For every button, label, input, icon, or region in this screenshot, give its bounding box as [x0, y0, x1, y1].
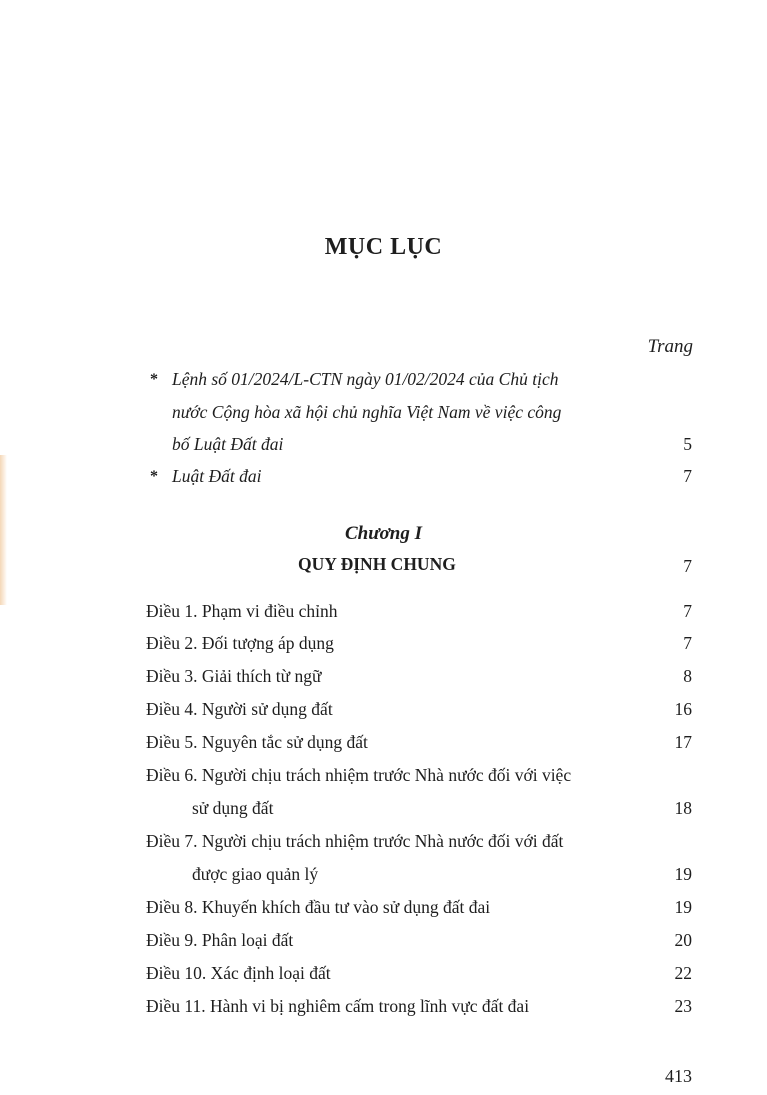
toc-article: Điều 5. Nguyên tắc sử dụng đất — [146, 732, 368, 752]
toc-page-number: 17 — [674, 732, 692, 752]
toc-page-number: 19 — [674, 897, 692, 917]
toc-article: Điều 11. Hành vi bị nghiêm cấm trong lĩnh vực đất đai — [146, 996, 530, 1016]
toc-entry-line: bố Luật Đất đai — [172, 434, 284, 454]
toc-article: Điều 4. Người sử dụng đất — [146, 699, 333, 719]
toc-title: MỤC LỤC — [324, 234, 443, 260]
toc-article-continuation: sử dụng đất — [192, 798, 274, 818]
toc-entry-line: Luật Đất đai — [172, 466, 262, 486]
bullet-star: * — [150, 468, 158, 485]
toc-page-number: 7 — [683, 601, 692, 621]
toc-page-number: 7 — [683, 466, 692, 486]
toc-article: Điều 9. Phân loại đất — [146, 930, 294, 950]
toc-page-number: 5 — [683, 434, 692, 454]
toc-page-number: 7 — [683, 556, 692, 576]
toc-page-number: 16 — [674, 699, 692, 719]
toc-page-number: 23 — [674, 996, 692, 1016]
toc-article: Điều 2. Đối tượng áp dụng — [146, 633, 334, 653]
toc-article: Điều 10. Xác định loại đất — [146, 963, 331, 983]
page-column-label: Trang — [647, 336, 693, 357]
chapter-title: QUY ĐỊNH CHUNG — [298, 554, 456, 574]
toc-article: Điều 8. Khuyến khích đầu tư vào sử dụng đất đai — [146, 897, 491, 917]
toc-page-number: 18 — [674, 798, 692, 818]
page-folio-number: 413 — [665, 1066, 692, 1086]
chapter-label: Chương I — [344, 523, 423, 544]
toc-article: Điều 1. Phạm vi điều chỉnh — [146, 601, 338, 621]
toc-page-number: 20 — [674, 930, 692, 950]
toc-article-continuation: được giao quản lý — [192, 864, 319, 884]
toc-entry-line: Lệnh số 01/2024/L-CTN ngày 01/02/2024 của Chủ tịch — [172, 369, 559, 389]
toc-page-number: 8 — [683, 666, 692, 686]
toc-article: Điều 3. Giải thích từ ngữ — [146, 666, 322, 686]
toc-article: Điều 7. Người chịu trách nhiệm trước Nhà nước đối với đất — [146, 831, 564, 851]
toc-page-number: 7 — [683, 633, 692, 653]
toc-entry-line: nước Cộng hòa xã hội chủ nghĩa Việt Nam về việc công — [172, 402, 562, 422]
toc-page-number: 19 — [674, 864, 692, 884]
bullet-star: * — [150, 371, 158, 388]
toc-article: Điều 6. Người chịu trách nhiệm trước Nhà nước đối với việc — [146, 765, 572, 785]
toc-page-number: 22 — [674, 963, 692, 983]
